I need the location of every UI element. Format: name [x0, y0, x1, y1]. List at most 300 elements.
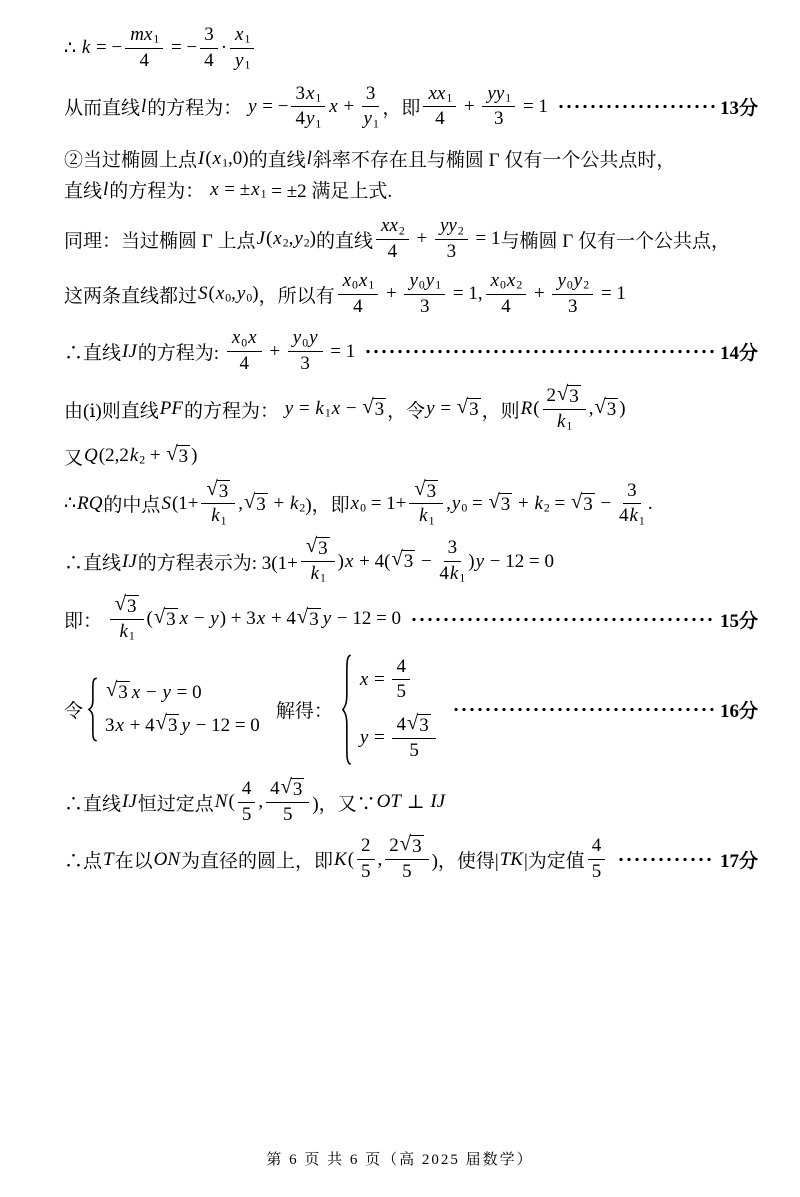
- math-variable: y: [426, 398, 435, 420]
- fraction-numerator: [227, 327, 262, 352]
- sqrt-expression: [296, 605, 321, 631]
- text-run: = 1: [518, 95, 548, 117]
- math-variable: mx: [130, 24, 153, 45]
- text-run: ,: [238, 492, 243, 514]
- math-subscript: 1: [220, 514, 227, 528]
- equation-row: [359, 714, 439, 763]
- text-run: ): [468, 550, 475, 572]
- math-fraction: [357, 835, 375, 884]
- dotted-leader: [617, 857, 715, 862]
- text-run: 3: [167, 715, 178, 737]
- math-variable: J: [256, 228, 265, 250]
- text-run: 4: [239, 353, 249, 375]
- math-fraction: [482, 83, 515, 132]
- math-variable: R: [520, 398, 533, 420]
- text-run: 的直线: [316, 230, 374, 252]
- sqrt-radicand: [116, 681, 130, 704]
- text-run: = 1: [596, 283, 626, 305]
- text-run: ⊥: [401, 791, 430, 813]
- sqrt-radicand: [373, 398, 387, 421]
- score-label: 13分: [719, 98, 758, 120]
- math-variable: PF: [159, 398, 183, 420]
- math-variable: k: [556, 410, 566, 432]
- text-run: ): [191, 445, 198, 467]
- sqrt-radicand: [499, 493, 513, 516]
- text-run: 的方程为：: [147, 98, 248, 120]
- fraction-denominator: [435, 107, 445, 131]
- sqrt-expression: [114, 592, 139, 618]
- math-variable: x: [251, 178, 260, 200]
- math-subscript: 1: [638, 514, 645, 528]
- text-run: 解得：: [275, 700, 333, 722]
- text-run: (1+: [171, 492, 199, 514]
- text-run: 4: [241, 777, 252, 799]
- text-run: = 1: [325, 340, 356, 362]
- math-variable: y: [359, 727, 369, 749]
- text-run: =: [549, 492, 570, 514]
- math-fraction: [439, 537, 465, 586]
- text-run: =: [467, 492, 488, 514]
- sqrt-radicand: [467, 398, 481, 421]
- text-run: 的中点: [103, 495, 161, 517]
- sqrt-icon: √: [206, 477, 218, 500]
- text-run: ∴直线: [64, 553, 122, 575]
- text-run: ∴点: [64, 851, 103, 873]
- text-run: = −: [257, 95, 289, 117]
- math-variable: x: [115, 714, 124, 736]
- sqrt-radicand: [581, 493, 595, 516]
- text-run: ，即: [382, 98, 421, 120]
- line-ij-simplified-15: [64, 592, 758, 644]
- math-fraction: [409, 477, 443, 529]
- sqrt-expression: [206, 477, 230, 503]
- score-label: 15分: [719, 610, 758, 632]
- math-variable: IJ: [430, 791, 446, 813]
- math-variable: RQ: [77, 492, 103, 514]
- math-variable: k: [310, 563, 320, 585]
- math-variable: y: [363, 108, 372, 130]
- math-subscript: 0: [225, 291, 232, 305]
- text-run: 3: [292, 778, 303, 800]
- math-fraction: [543, 382, 586, 434]
- text-run: +: [513, 492, 534, 514]
- sqrt-expression: [280, 775, 305, 801]
- math-variable: x: [305, 82, 315, 104]
- math-variable: y: [181, 714, 190, 736]
- cases-brace-icon: [341, 653, 354, 766]
- math-variable: x: [342, 269, 352, 291]
- text-run: + 4: [266, 608, 296, 630]
- text-run: ,0): [228, 147, 249, 169]
- math-variable: y: [409, 269, 418, 291]
- text-run: 的方程为：: [109, 181, 210, 203]
- math-variable: k: [129, 445, 139, 467]
- sqrt-expression: [306, 537, 330, 560]
- text-run: ,: [231, 283, 236, 305]
- sqrt-expression: [488, 490, 512, 516]
- math-variable: k: [81, 37, 91, 59]
- math-subscript: 1: [505, 91, 512, 105]
- math-fraction: [338, 270, 379, 319]
- text-run: )，使得|: [431, 851, 499, 873]
- text-run: +: [268, 492, 289, 514]
- math-subscript: 2: [282, 236, 289, 250]
- text-run: 3: [583, 493, 593, 515]
- text-run: 5: [409, 739, 419, 761]
- sqrt-icon: √: [155, 712, 167, 735]
- math-variable: xx: [428, 82, 446, 104]
- math-variable: ON: [153, 848, 181, 870]
- math-variable: k: [119, 620, 128, 642]
- fraction-numerator: [423, 83, 456, 108]
- fraction-numerator: [623, 480, 641, 505]
- fraction-denominator: [295, 107, 321, 131]
- math-subscript: 1: [566, 419, 573, 433]
- text-run: ,: [588, 398, 594, 420]
- sqrt-icon: √: [114, 592, 127, 615]
- fraction-denominator: [210, 504, 226, 528]
- cases-brace-icon: [87, 677, 100, 742]
- fraction-numerator: [301, 537, 335, 562]
- text-run: 3: [204, 24, 214, 45]
- text-run: −: [595, 492, 616, 514]
- fraction-numerator: [486, 270, 527, 295]
- text-run: 3: [105, 714, 115, 736]
- fraction-denominator: [568, 295, 578, 319]
- text-run: 3: [419, 715, 429, 737]
- fraction-numerator: [362, 83, 380, 108]
- fraction-denominator: [501, 295, 511, 319]
- math-variable: y: [235, 49, 244, 71]
- sqrt-expression: [362, 395, 386, 421]
- math-variable: y: [294, 228, 303, 250]
- text-run: ,: [446, 492, 451, 514]
- fraction-numerator: [338, 270, 379, 295]
- math-variable: x: [331, 398, 341, 420]
- text-run: 3: [412, 836, 422, 858]
- line-system-solve-16: [64, 653, 758, 766]
- math-subscript: 1: [368, 278, 375, 292]
- math-subscript: 2: [583, 278, 590, 292]
- fraction-denominator: [234, 49, 250, 73]
- fraction-denominator: [300, 352, 310, 376]
- fraction-denominator: [363, 107, 379, 131]
- text-run: = 0: [171, 681, 202, 703]
- text-run: +: [529, 283, 550, 305]
- dotted-leader: [410, 617, 715, 622]
- math-fraction: [435, 215, 468, 264]
- text-run: =: [294, 398, 315, 420]
- sqrt-radicand: [254, 493, 268, 516]
- text-run: 在以: [114, 851, 153, 873]
- text-run: 3: [627, 479, 637, 501]
- sqrt-icon: √: [399, 833, 412, 856]
- math-variable: y: [162, 681, 171, 703]
- text-run: 3: [365, 82, 376, 104]
- text-run: 5: [402, 861, 412, 883]
- fraction-denominator: [402, 860, 412, 884]
- math-variable: x: [231, 327, 241, 349]
- fraction-denominator: [204, 49, 214, 73]
- text-run: 4: [439, 563, 449, 585]
- equation-row: [105, 681, 202, 704]
- score-label: 14分: [719, 343, 758, 365]
- math-variable: x: [344, 550, 354, 572]
- math-variable: N: [214, 791, 228, 813]
- math-variable: S: [198, 283, 208, 305]
- text-run: 4: [618, 505, 629, 527]
- sqrt-expression: [557, 382, 581, 408]
- text-run: 3: [256, 493, 266, 515]
- text-run: 5: [591, 861, 602, 883]
- text-run: − 12 = 0: [485, 550, 554, 572]
- math-fraction: [301, 537, 335, 586]
- sqrt-icon: √: [456, 395, 469, 418]
- math-variable: x: [350, 492, 360, 514]
- text-run: 3: [500, 493, 511, 515]
- text-run: 3: [447, 537, 458, 559]
- fraction-numerator: [552, 270, 593, 295]
- sqrt-radicand: [307, 608, 321, 631]
- math-subscript: 1: [128, 629, 135, 643]
- math-variable: x: [212, 147, 222, 169]
- fraction-numerator: [291, 83, 325, 108]
- text-run: 5: [241, 803, 252, 825]
- text-run: 3: [606, 398, 617, 420]
- line-fixed-point-n: [64, 775, 758, 827]
- sqrt-radicand: [402, 550, 416, 573]
- text-run: 5: [396, 681, 406, 703]
- text-run: 3: [178, 445, 189, 467]
- math-subscript: 1: [153, 32, 160, 46]
- sqrt-expression: [407, 714, 431, 737]
- text-run: 4: [204, 49, 214, 71]
- fraction-numerator: [482, 83, 515, 108]
- equation-rows: [359, 653, 439, 766]
- fraction-numerator: [404, 270, 445, 295]
- text-run: 3: [318, 538, 328, 560]
- sqrt-icon: √: [594, 395, 606, 418]
- math-variable: k: [534, 492, 543, 514]
- text-run: (: [146, 608, 153, 630]
- fraction-denominator: [396, 680, 406, 704]
- fraction-denominator: [556, 410, 572, 434]
- math-variable: y: [292, 327, 302, 349]
- text-run: −: [189, 608, 210, 630]
- text-run: +: [411, 228, 432, 250]
- text-run: = ±2 满足上式.: [266, 181, 393, 203]
- text-run: ∴: [64, 37, 81, 59]
- math-variable: Q: [84, 445, 98, 467]
- fraction-numerator: [288, 327, 323, 352]
- text-run: =: [369, 668, 390, 690]
- math-subscript: 0: [418, 278, 425, 292]
- sqrt-expression: [391, 550, 415, 573]
- math-fraction: [266, 775, 309, 827]
- fraction-numerator: [357, 835, 375, 860]
- math-subscript: 1: [459, 571, 466, 585]
- math-subscript: 1: [244, 32, 251, 46]
- equation-system: [341, 653, 439, 766]
- text-run: (: [347, 848, 355, 870]
- text-run: 3: [374, 398, 385, 420]
- fraction-denominator: [310, 562, 326, 586]
- text-run: = −: [166, 37, 198, 59]
- text-run: + 4: [124, 714, 155, 736]
- text-run: 为直径的圆上，即: [181, 851, 334, 873]
- math-variable: yy: [440, 215, 457, 237]
- sqrt-icon: √: [305, 535, 318, 558]
- math-fraction: [423, 83, 456, 132]
- text-run: −: [416, 550, 437, 572]
- text-run: 3: [469, 398, 479, 420]
- fraction-denominator: [420, 295, 430, 319]
- sqrt-icon: √: [414, 477, 426, 500]
- math-variable: y: [322, 608, 332, 630]
- fraction-numerator: [392, 714, 435, 739]
- text-run: 4: [295, 108, 305, 130]
- math-subscript: 1: [324, 406, 331, 420]
- math-subscript: 1: [315, 117, 322, 131]
- text-run: (: [208, 283, 215, 305]
- fraction-denominator: [592, 860, 602, 884]
- math-variable: K: [334, 848, 347, 870]
- text-run: ,: [258, 791, 264, 813]
- text-run: +: [459, 95, 480, 117]
- math-fraction: [362, 83, 380, 132]
- text-run: 3: [494, 108, 504, 130]
- math-variable: x: [235, 24, 244, 45]
- text-run: 这两条直线都过: [64, 285, 198, 307]
- line-case2-eq: [64, 176, 758, 203]
- math-subscript: 1: [320, 571, 326, 585]
- sqrt-icon: √: [406, 712, 419, 735]
- math-variable: IJ: [122, 340, 137, 362]
- sqrt-icon: √: [571, 490, 583, 513]
- sqrt-icon: √: [391, 548, 403, 571]
- math-variable: x: [179, 608, 189, 630]
- sqrt-expression: [400, 835, 424, 858]
- text-run: −: [141, 681, 162, 703]
- math-fraction: [125, 24, 163, 73]
- text-run: = 1,: [448, 283, 483, 305]
- math-subscript: 2: [457, 223, 464, 237]
- text-run: 3: [446, 240, 457, 262]
- text-run: 令: [64, 700, 84, 722]
- math-variable: y: [284, 398, 294, 420]
- math-fraction: [200, 24, 218, 73]
- text-run: (: [265, 228, 273, 250]
- text-run: 3: [309, 608, 319, 630]
- text-run: +: [145, 445, 166, 467]
- text-run: 3: [218, 480, 229, 502]
- fraction-denominator: [494, 107, 504, 131]
- math-subscript: 1: [244, 58, 251, 72]
- text-run: ②当过椭圆上点: [64, 150, 198, 172]
- text-run: ): [309, 228, 316, 250]
- fraction-denominator: [353, 295, 363, 319]
- line-case2-intro: [64, 145, 758, 172]
- fraction-denominator: [388, 240, 398, 264]
- text-run: ∴直线: [64, 343, 122, 365]
- math-variable: x: [210, 178, 219, 200]
- text-run: = ±: [219, 178, 251, 200]
- math-subscript: 1: [428, 514, 435, 528]
- math-variable: k: [289, 492, 299, 514]
- math-subscript: 1: [260, 187, 267, 201]
- sqrt-radicand: [410, 835, 424, 858]
- text-run: ) + 3: [219, 608, 256, 630]
- text-run: −: [341, 398, 362, 420]
- math-fraction: [230, 24, 254, 73]
- text-run: ): [337, 550, 344, 572]
- sqrt-expression: [414, 477, 438, 503]
- text-run: (: [205, 147, 212, 169]
- fraction-numerator: [392, 656, 410, 681]
- text-run: 的方程为：: [183, 400, 284, 422]
- fraction-denominator: [118, 620, 134, 644]
- text-run: 3: [420, 295, 430, 317]
- sqrt-icon: √: [557, 382, 569, 405]
- math-subscript: 0: [246, 291, 253, 305]
- text-run: +: [264, 340, 285, 362]
- text-run: (: [533, 398, 540, 420]
- math-variable: y: [248, 95, 257, 117]
- text-run: ,: [288, 228, 294, 250]
- text-run: +: [381, 283, 402, 305]
- fraction-numerator: [266, 775, 309, 803]
- math-fraction: [392, 656, 410, 705]
- text-run: (2,2: [98, 445, 129, 467]
- math-fraction: [392, 714, 435, 763]
- math-variable: IJ: [122, 550, 137, 572]
- fraction-denominator: [619, 504, 645, 528]
- sqrt-expression: [571, 490, 595, 516]
- sqrt-radicand: [417, 714, 431, 737]
- fraction-numerator: [110, 592, 144, 620]
- equation-system: [87, 677, 260, 742]
- math-fraction: [227, 327, 262, 376]
- sqrt-icon: √: [296, 605, 309, 628]
- math-fraction: [588, 835, 606, 884]
- sqrt-radicand: [425, 480, 439, 503]
- line-ij-expressed: [64, 537, 758, 586]
- sqrt-icon: √: [280, 775, 292, 798]
- sqrt-expression: [456, 395, 481, 421]
- math-subscript: 2: [139, 453, 146, 467]
- math-subscript: 2: [543, 501, 550, 515]
- math-variable: x: [506, 269, 516, 291]
- line-slope-k: [64, 24, 758, 73]
- math-variable: y: [451, 492, 461, 514]
- fraction-numerator: [376, 215, 409, 240]
- math-variable: x: [359, 668, 369, 690]
- page-footer: 第 6 页 共 6 页（高 2025 届数学）: [266, 1152, 534, 1168]
- math-variable: k: [211, 505, 220, 527]
- sqrt-expression: [153, 605, 178, 631]
- math-subscript: 0: [461, 501, 468, 515]
- text-run: 恒过定点: [137, 793, 214, 815]
- sqrt-radicand: [291, 778, 305, 801]
- text-run: 5: [282, 803, 293, 825]
- sqrt-radicand: [177, 445, 191, 468]
- text-run: 直线: [64, 181, 103, 203]
- fraction-numerator: [238, 778, 256, 803]
- text-run: 4: [396, 714, 406, 736]
- math-variable: y: [475, 550, 485, 572]
- text-run: 4: [139, 49, 149, 71]
- math-variable: S: [161, 492, 171, 514]
